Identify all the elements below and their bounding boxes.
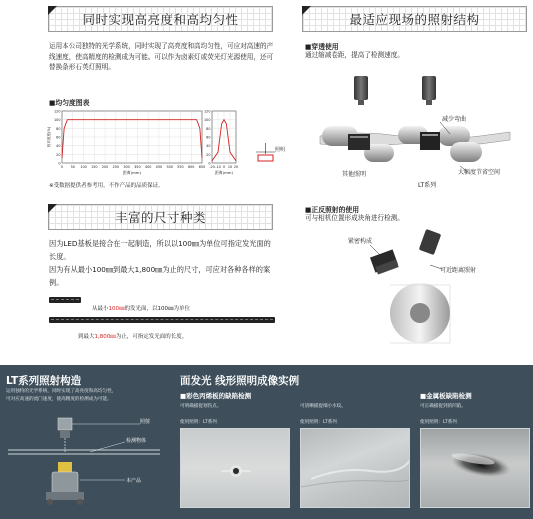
- case3-text: 可正确捕捉到的凹陷。: [420, 404, 466, 409]
- case3-photo: [420, 428, 530, 508]
- title-corner-mark: [302, 6, 311, 15]
- y-axis-label: 相对照度(%): [47, 126, 51, 148]
- y-tick-label: 20: [56, 152, 61, 157]
- x-tick-label: 450: [155, 165, 163, 169]
- y-tick-label: 120: [204, 109, 211, 114]
- x-axis-label: 距离(mm): [123, 170, 141, 175]
- max-caption-suffix: 为止，可指定发光面的长度。: [115, 334, 188, 340]
- min-caption-value: 100㎜: [108, 306, 125, 312]
- label-close-structure: 紧密构成: [348, 238, 373, 245]
- case2-photo: [300, 428, 410, 508]
- case2-light: 使用照明：LT系列: [300, 420, 337, 425]
- camera-icon: [419, 229, 442, 255]
- x-tick-label: 650: [198, 165, 206, 169]
- roller-icon: [450, 142, 482, 162]
- min-caption-prefix: 从最小: [92, 306, 109, 312]
- min-length-bar: [49, 297, 81, 303]
- x-tick-label: 500: [166, 165, 173, 169]
- x-tick-label: 100: [80, 165, 87, 169]
- title-corner-mark: [48, 6, 57, 15]
- imaging-examples-title: 面发光 线形照明成像实例: [180, 375, 300, 387]
- transmit-illustration: [300, 70, 530, 190]
- y-tick-label: 120: [54, 109, 61, 114]
- angle-illustration: [330, 225, 530, 345]
- max-caption-value: 1,800㎜: [94, 334, 116, 340]
- lt-structure-title: LT系列照射构造: [6, 375, 82, 387]
- x-tick-label: -20: [209, 165, 215, 169]
- lt-light-icon: [370, 249, 399, 274]
- case2-text: 可清晰捕捉细小水纹。: [300, 404, 346, 409]
- camera-icon: [354, 76, 368, 105]
- transmit-heading: ■穿透使用: [305, 43, 339, 51]
- transmit-description: 通过缩减卷距，提高了检测速度。: [305, 51, 404, 59]
- y-tick-label: 60: [206, 135, 211, 140]
- product-icon: [46, 462, 84, 505]
- case3-heading: ■金属板缺陷检测: [420, 392, 472, 400]
- y-tick-label: 80: [56, 126, 61, 131]
- light-tag: 照明: [275, 147, 286, 153]
- y-tick-label: 40: [56, 144, 61, 149]
- lt-structure-text-2: 可对应高速的流门速度，使高精度的检测成为可能。: [6, 397, 112, 402]
- object-plane: [8, 450, 160, 454]
- x-tick-label: 50: [70, 165, 75, 169]
- x-tick-label: 250: [112, 165, 120, 169]
- label-reduce-bend: 减少弯曲: [442, 116, 467, 123]
- water-ripple-mark: [301, 429, 410, 508]
- x-tick-label: -10: [215, 165, 221, 169]
- other-light-icon: [348, 134, 370, 150]
- camera-icon: [422, 76, 436, 105]
- scratch-mark: [181, 429, 290, 508]
- uniformity-description: 运用本公司独特的光学系统，同时实现了高亮度和高均匀性，可应对高速的产线速度，使高精度的检测成为可能。可以作为卤素灯或荧光灯光源使用，还可替换条形石英灯照明。: [49, 42, 274, 71]
- chart-note: ※受数据提供者参考用，不作产品的品质保证。: [49, 183, 164, 189]
- section-title-structure: [302, 6, 527, 32]
- length-uniformity-chart: [46, 110, 205, 176]
- label-other-lighting: 其他照明: [342, 171, 367, 178]
- case1-heading: ■彩色丙烯板的缺陷检测: [180, 392, 252, 400]
- case1-light: 使用照明：LT系列: [180, 420, 217, 425]
- lt-structure-diagram: [0, 402, 170, 517]
- sizes-description-1: 因为LED基板是接合在一起制造，所以以100㎜为单位可指定发光面的长度。: [49, 239, 271, 261]
- section-title-sizes: [48, 204, 273, 230]
- y-tick-label: 100: [204, 118, 211, 123]
- label-near-distance: 可近距离照射: [440, 267, 477, 274]
- y-tick-label: 60: [56, 135, 61, 140]
- y-tick-label: 100: [54, 118, 61, 123]
- section-title-uniformity: [48, 6, 273, 32]
- x-tick-label: 600: [187, 165, 195, 169]
- x-tick-label: 150: [91, 165, 98, 169]
- x-tick-label: 20: [233, 165, 239, 169]
- front-back-description: 可与相机位置形成块角进行检测。: [305, 214, 404, 222]
- section-title-text: 最适应现场的照射结构: [349, 12, 480, 27]
- lt-light-icon: [58, 418, 72, 438]
- case3-light: 使用照明：LT系列: [420, 420, 457, 425]
- lt-structure-text-1: 运用独特的光学系统，同时实现了高亮度和高均匀性，: [6, 389, 117, 394]
- x-tick-label: 350: [134, 165, 141, 169]
- y-tick-label: 0: [58, 161, 61, 166]
- min-caption-suffix: 的发光面，以100㎜为单位: [124, 306, 191, 312]
- case1-photo: [180, 428, 290, 508]
- drum-roller-icon: [390, 283, 450, 343]
- width-uniformity-chart: [204, 110, 238, 176]
- label-lighting: 照射: [140, 419, 151, 425]
- y-tick-label: 20: [206, 152, 211, 157]
- x-tick-label: 200: [101, 165, 109, 169]
- x-tick-label: 550: [177, 165, 184, 169]
- x-tick-label: 0: [222, 165, 226, 169]
- sizes-description-2: 因为有从最小100㎜到最大1,800㎜为止的尺寸，可应对各种各样的案例。: [49, 265, 271, 287]
- max-length-bar: [49, 317, 275, 323]
- dent-mark: [421, 429, 530, 508]
- x-tick-label: 300: [123, 165, 130, 169]
- light-fixture-icon: [256, 143, 275, 161]
- max-length-caption: [78, 332, 187, 340]
- case1-text: 可明确捕捉划伤点。: [180, 404, 222, 409]
- x-axis-label: 距离(mm): [215, 170, 233, 175]
- min-length-caption: [92, 304, 190, 312]
- section-title-text: 同时实现高亮度和高均匀性: [82, 12, 239, 27]
- y-tick-label: 80: [206, 126, 211, 131]
- x-tick-label: 400: [144, 165, 152, 169]
- max-caption-prefix: 到最大: [78, 334, 95, 340]
- label-lt-series: LT系列: [418, 182, 437, 189]
- uniformity-chart: [46, 105, 291, 187]
- y-tick-label: 0: [208, 161, 211, 166]
- x-tick-label: 0: [60, 165, 64, 169]
- x-tick-label: 10: [227, 165, 233, 169]
- section-title-text: 丰富的尺寸种类: [114, 210, 206, 225]
- label-space-saving: 大幅度节省空间: [458, 169, 501, 176]
- label-product: 本产品: [126, 478, 142, 484]
- y-tick-label: 40: [206, 144, 211, 149]
- uniformity-chart-heading: ■均匀度图表: [49, 99, 90, 107]
- label-object: 检测物体: [126, 438, 147, 444]
- front-back-heading: ■正反照射的使用: [305, 206, 359, 214]
- lt-light-icon: [420, 132, 440, 150]
- title-corner-mark: [48, 204, 57, 213]
